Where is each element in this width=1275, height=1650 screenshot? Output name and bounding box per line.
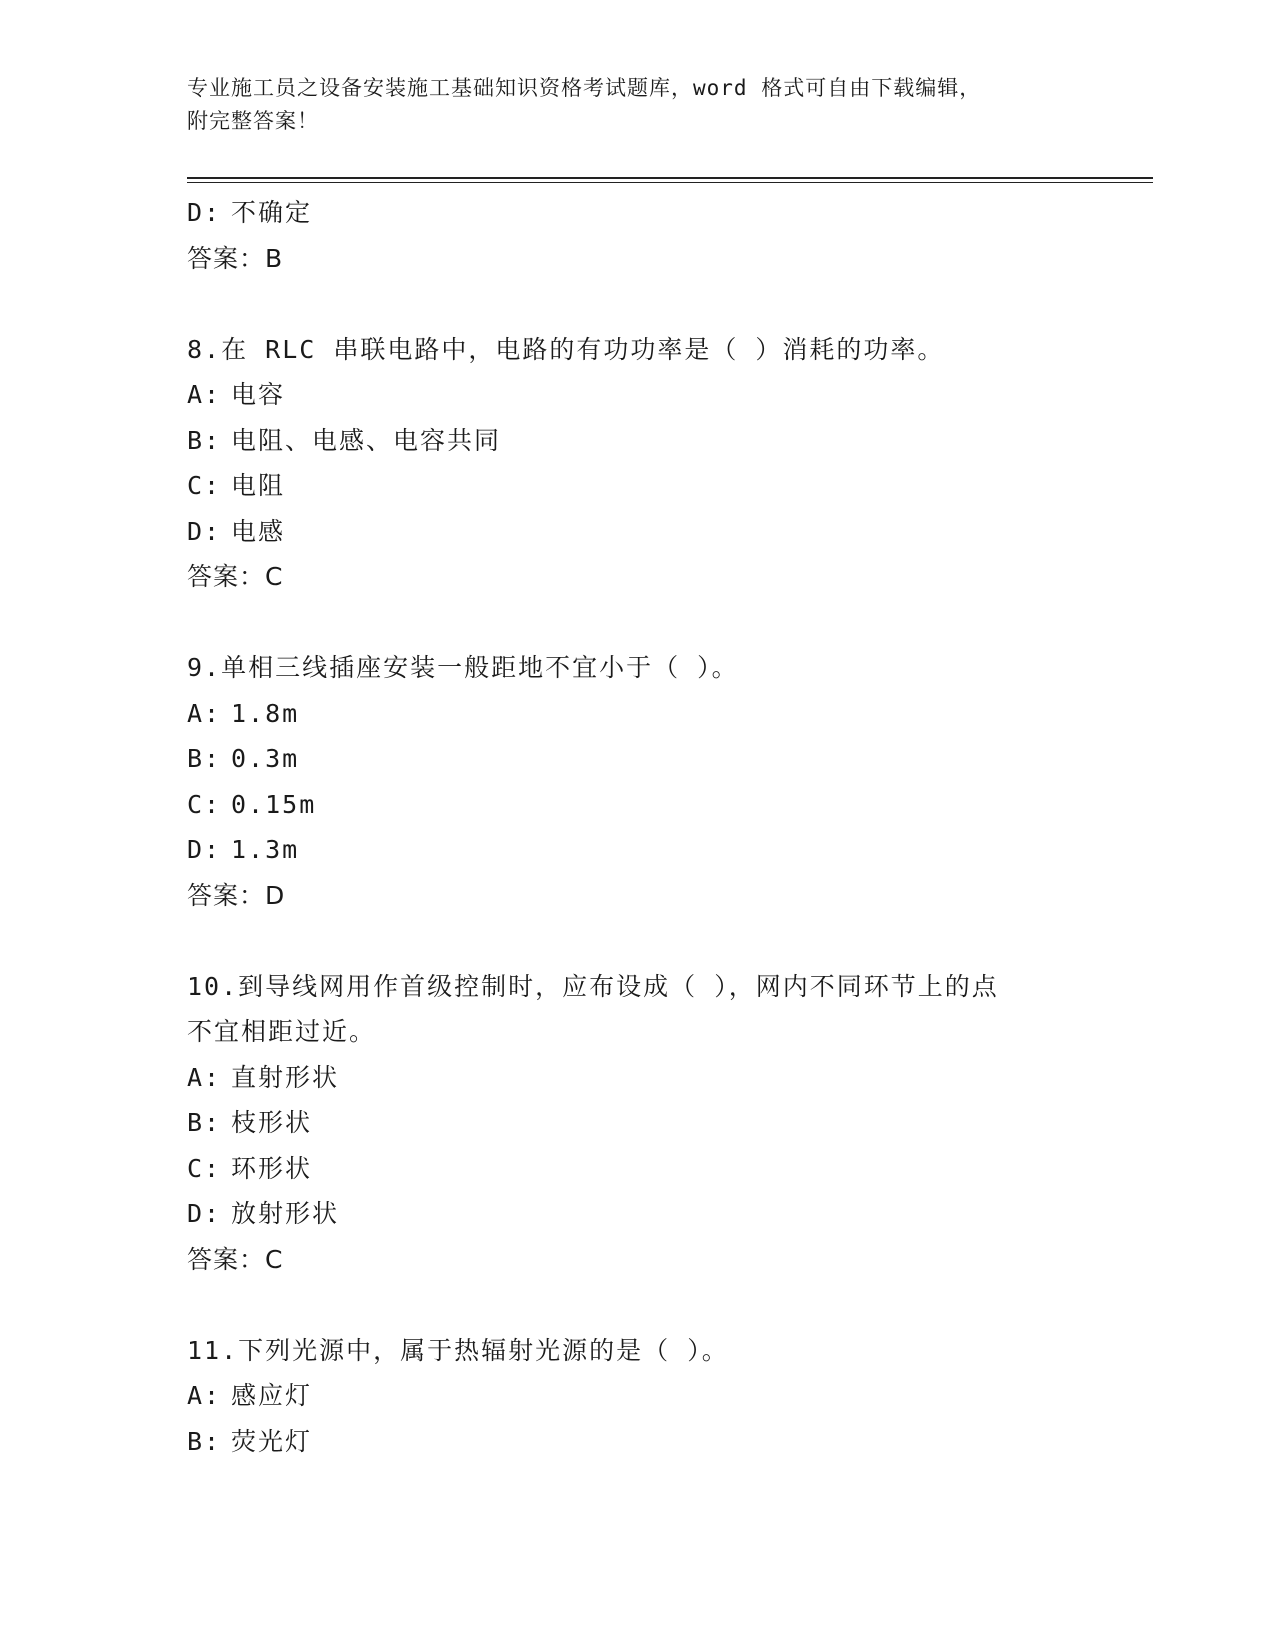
option-line [187,1373,1087,1419]
option-label: C: [187,1153,222,1183]
header-rule-thin [187,182,1153,183]
option-label: D: [187,1199,222,1228]
answer-line: 答案：D [187,880,286,910]
question-list [187,190,1087,1464]
question-stem: 11.下列光源中，属于热辐射光源的是（ ）。 [187,1335,729,1365]
option-text: 不确定 [231,198,313,227]
answer-line: 答案：C [187,1244,284,1274]
option-text: 枝形状 [231,1108,313,1137]
option-text: 电阻 [231,471,286,500]
spacer [187,600,1087,646]
spacer [187,918,1087,964]
spacer [187,281,1087,327]
option-text: 0.15m [231,789,317,819]
answer-line: 答案：B [187,243,284,273]
header-line-2: 附完整答案！ [187,109,319,133]
option-line [187,1191,1087,1237]
option-label: B: [187,1426,222,1456]
option-text: 荧光灯 [231,1426,313,1456]
question-stem-continued: 不宜相距过近。 [187,1017,377,1046]
option-line [187,190,1087,236]
answer-line: 答案：C [187,562,284,591]
question-stem: 10.到导线网用作首级控制时，应布设成（ ），网内不同环节上的点 [187,971,999,1001]
option-line [187,418,1087,464]
option-label: B: [187,744,222,773]
option-label: A: [187,380,222,409]
option-line [187,372,1087,418]
option-line [187,782,1087,828]
document-header [187,72,1087,138]
option-label: D: [187,516,222,546]
option-label: C: [187,789,222,819]
option-line [187,1100,1087,1146]
header-line-1: 专业施工员之设备安装施工基础知识资格考试题库，word 格式可自由下载编辑， [187,76,982,100]
option-line [187,736,1087,782]
header-rule-thick [187,177,1153,179]
question-stem: 8.在 RLC 串联电路中，电路的有功功率是（ ）消耗的功率。 [187,334,945,364]
option-line [187,827,1087,873]
option-line [187,1419,1087,1465]
option-label: C: [187,471,222,500]
option-line [187,1146,1087,1192]
option-text: 直射形状 [231,1062,340,1092]
option-line [187,463,1087,509]
option-label: D: [187,835,222,864]
option-text: 环形状 [231,1153,313,1183]
option-label: A: [187,698,222,728]
option-label: B: [187,425,222,455]
option-label: D: [187,198,222,227]
option-line [187,691,1087,737]
option-line [187,1055,1087,1101]
option-text: 电感 [231,516,286,546]
option-text: 1.3m [231,835,300,864]
option-label: A: [187,1062,222,1092]
spacer [187,1282,1087,1328]
option-text: 感应灯 [231,1381,313,1410]
option-text: 1.8m [231,698,300,728]
option-text: 放射形状 [231,1199,340,1228]
option-label: A: [187,1381,222,1410]
option-label: B: [187,1108,222,1137]
option-text: 电容 [231,380,286,409]
option-text: 0.3m [231,744,300,773]
option-text: 电阻、电感、电容共同 [231,425,502,455]
option-line [187,509,1087,555]
question-stem: 9.单相三线插座安装一般距地不宜小于（ ）。 [187,653,739,682]
